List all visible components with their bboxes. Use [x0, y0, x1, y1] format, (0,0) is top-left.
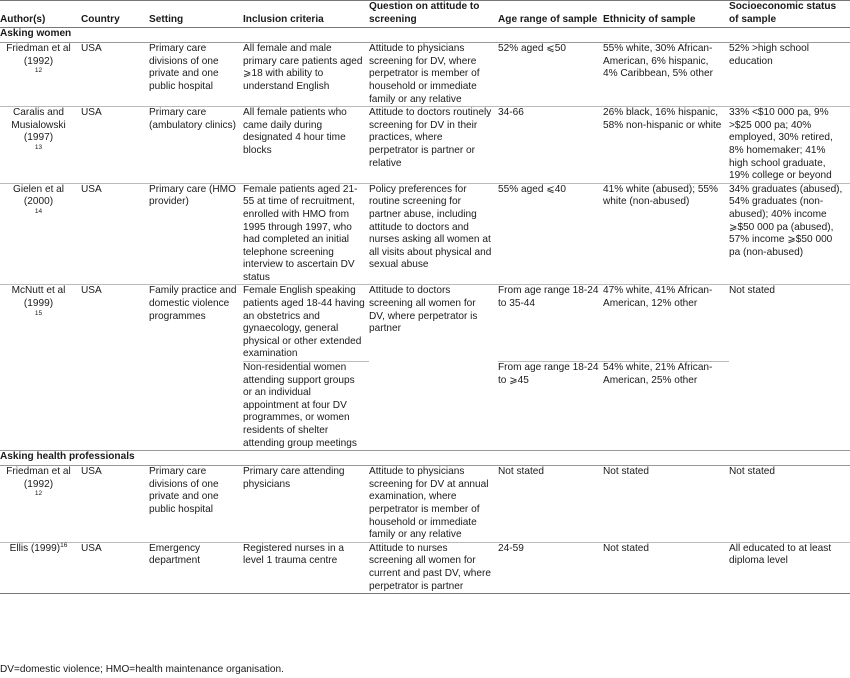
table-row: [0, 43, 850, 107]
ses-cell: Not stated: [729, 466, 776, 478]
author-cell: [0, 542, 81, 593]
author-name: Friedman et al (1992): [6, 466, 71, 490]
header-ses: Socioeconomic status of sample: [729, 1, 850, 28]
inclusion-cell: Non-residential women attending support groups or an individual appointment at four DV programmes, or women residents of shelter attending group meetings: [243, 362, 369, 451]
question-cell: Attitude to nurses screening all women for current and past DV, where perpetrator is partner: [369, 542, 498, 593]
table-row: [0, 183, 850, 285]
age-cell: 52% aged ⩽50: [498, 43, 566, 55]
setting-cell: Family practice and domestic violence programmes: [149, 285, 243, 451]
ethnicity-cell: 26% black, 16% hispanic, 58% non-hispanic or white: [603, 107, 729, 184]
reference-number: 13: [34, 143, 43, 151]
inclusion-cell: Registered nurses in a level 1 trauma centre: [243, 542, 369, 593]
table-row: [0, 542, 850, 593]
country-cell: USA: [81, 285, 149, 451]
table-row: [0, 285, 850, 362]
table-footnote: DV=domestic violence; HMO=health maintenance organisation.: [0, 664, 284, 675]
section-row: [0, 451, 850, 466]
question-cell: Attitude to doctors screening all women for DV, where perpetrator is partner: [369, 285, 498, 451]
header-country: Country: [81, 1, 149, 28]
ses-cell: 52% >high school education: [729, 43, 809, 67]
ses-cell: All educated to at least diploma level: [729, 542, 850, 593]
setting-cell: Primary care divisions of one private and one public hospital: [149, 43, 219, 92]
header-setting: Setting: [149, 1, 243, 28]
ses-cell: 34% graduates (abused), 54% graduates (non-abused); 40% income ⩾$50 000 pa (abused), 57% income ⩾$50 000 pa (non-abused): [729, 183, 850, 285]
author-name: Gielen et al (2000): [12, 183, 65, 208]
ses-cell: 33% <$10 000 pa, 9% >$25 000 pa; 40% employed, 30% retired, 8% homemaker; 41% high school graduate, 19% college or beyond: [729, 107, 850, 184]
question-cell: Attitude to physicians screening for DV at annual examination, where perpetrator is member of household or immediate family or any relative: [369, 466, 489, 541]
author-cell: [0, 107, 81, 184]
age-cell: Not stated: [498, 466, 545, 478]
inclusion-cell: Female English speaking patients aged 18-44 having an obstetrics and gynaecology, general physical or other extended examination: [243, 285, 369, 362]
reference-number: 16: [60, 541, 68, 549]
inclusion-cell: All female and male primary care patients aged ⩾18 with ability to understand English: [243, 43, 363, 92]
country-cell: USA: [81, 542, 149, 593]
header-row: [0, 1, 850, 28]
header-author: Author(s): [0, 1, 81, 28]
ethnicity-cell: 55% white, 30% African-American, 6% hispanic, 4% Caribbean, 5% other: [603, 43, 713, 80]
header-question: Question on attitude to screening: [369, 1, 498, 28]
author-cell: [0, 285, 81, 451]
author-name: McNutt et al (1999): [11, 285, 66, 310]
setting-cell: Primary care (ambulatory clinics): [149, 107, 243, 184]
header-inclusion: Inclusion criteria: [243, 1, 369, 28]
table-row: [0, 466, 850, 543]
setting-cell: Primary care divisions of one private and one public hospital: [149, 466, 219, 515]
age-cell: 24-59: [498, 542, 603, 593]
age-cell: From age range 18-24 to 35-44: [498, 285, 603, 362]
section-title: Asking health professionals: [0, 451, 850, 466]
ethnicity-cell: 54% white, 21% African-American, 25% other: [603, 362, 729, 451]
inclusion-cell: Primary care attending physicians: [243, 466, 345, 490]
age-cell: 34-66: [498, 107, 603, 184]
author-cell: [0, 43, 81, 107]
reference-number: 12: [34, 67, 43, 75]
author-name: Friedman et al (1992): [6, 43, 71, 67]
question-cell: Attitude to doctors routinely screening for DV in their practices, where perpetrator is partner or relative: [369, 107, 498, 184]
author-cell: [0, 183, 81, 285]
age-cell: From age range 18-24 to ⩾45: [498, 362, 603, 451]
section-title: Asking women: [0, 28, 850, 43]
ethnicity-cell: 41% white (abused); 55% white (non-abused): [603, 183, 729, 285]
setting-cell: Primary care (HMO provider): [149, 183, 243, 285]
inclusion-cell: All female patients who came daily during designated 4 hour time blocks: [243, 107, 369, 184]
setting-cell: Emergency department: [149, 542, 243, 593]
question-cell: Attitude to physicians screening for DV, where perpetrator is member of household or immediate family or any relative: [369, 43, 480, 105]
author-name: Ellis (1999): [9, 542, 61, 554]
country-cell: USA: [81, 107, 149, 184]
ethnicity-cell: Not stated: [603, 542, 729, 593]
header-ethnicity: Ethnicity of sample: [603, 1, 729, 28]
country-cell: USA: [81, 466, 102, 478]
inclusion-cell: Female patients aged 21-55 at time of recruitment, enrolled with HMO from 1995 through 1997, who had completed an initial telephone screening interview to ascertain DV status: [243, 183, 369, 285]
ethnicity-cell: 47% white, 41% African-American, 12% other: [603, 285, 729, 362]
table-row: [0, 107, 850, 184]
ethnicity-cell: Not stated: [603, 466, 650, 478]
age-cell: 55% aged ⩽40: [498, 183, 603, 285]
reference-number: 14: [34, 207, 43, 215]
ses-cell: Not stated: [729, 285, 850, 451]
header-age: Age range of sample: [498, 1, 603, 28]
section-row: [0, 28, 850, 43]
author-name: Caralis and Musialowski (1997): [11, 107, 66, 144]
country-cell: USA: [81, 183, 149, 285]
author-cell: [0, 466, 81, 543]
reference-number: 12: [34, 490, 43, 498]
country-cell: USA: [81, 43, 102, 55]
question-cell: Policy preferences for routine screening for partner abuse, including attitude to doctors and nurses asking all women at all visits about physical and sexual abuse: [369, 183, 498, 285]
reference-number: 15: [34, 309, 43, 317]
